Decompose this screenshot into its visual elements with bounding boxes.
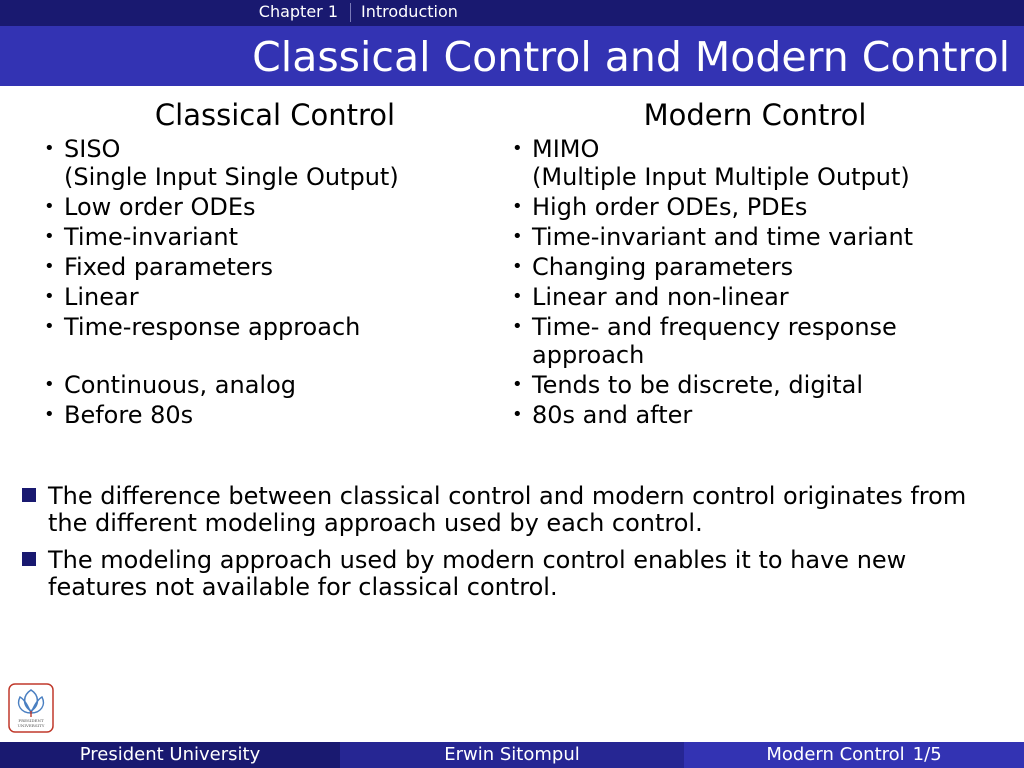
- bullet-icon: •: [512, 138, 523, 159]
- classical-list: [44, 135, 504, 429]
- list-item-text: 80s and after: [532, 401, 693, 429]
- list-item: [512, 283, 1012, 311]
- square-bullet-icon: [22, 488, 36, 502]
- notes-list: [20, 483, 1010, 611]
- list-item: [44, 253, 504, 281]
- classical-heading: Classical Control: [154, 98, 396, 132]
- bullet-icon: •: [512, 226, 523, 247]
- bullet-icon: •: [44, 374, 55, 395]
- list-item-text: Linear: [64, 283, 139, 311]
- bullet-icon: •: [512, 256, 523, 277]
- list-item: [512, 401, 1012, 429]
- list-item: [512, 193, 1012, 221]
- modern-heading: Modern Control: [643, 98, 867, 132]
- list-item-text: Time-response approach: [64, 313, 361, 341]
- footer-author-text: Erwin Sitompul: [444, 744, 580, 765]
- bullet-icon: •: [44, 138, 55, 159]
- nav-section[interactable]: [0, 0, 344, 26]
- list-item-text: Before 80s: [64, 401, 194, 429]
- bullet-icon: •: [512, 196, 523, 217]
- university-logo: [8, 683, 54, 733]
- university-logo-icon: [8, 683, 54, 733]
- list-item-subtext: approach: [532, 341, 645, 369]
- list-item-text: Fixed parameters: [64, 253, 274, 281]
- slide-title: Classical Control and Modern Control: [252, 33, 1010, 81]
- bullet-icon: •: [44, 286, 55, 307]
- nav-subsection[interactable]: [361, 0, 458, 24]
- top-navigation-bar: [0, 0, 1024, 26]
- list-item: [512, 371, 1012, 399]
- footer-bar: [0, 742, 1024, 768]
- classical-column: [44, 95, 504, 431]
- list-item-text: Tends to be discrete, digital: [532, 371, 864, 399]
- list-item: [44, 223, 504, 251]
- bullet-icon: •: [44, 196, 55, 217]
- list-item: [44, 401, 504, 429]
- note-text: The difference between classical control and modern control originates from the different modeling approach used by each control.: [48, 482, 967, 537]
- title-bar: [0, 26, 1024, 86]
- bullet-icon: •: [44, 256, 55, 277]
- list-item: [44, 135, 504, 191]
- list-item: [512, 253, 1012, 281]
- svg-text:PRESIDENT: PRESIDENT: [18, 718, 44, 723]
- list-item: [44, 283, 504, 311]
- footer-page-number: 1/5: [912, 744, 942, 765]
- bullet-icon: •: [512, 286, 523, 307]
- svg-text:UNIVERSITY: UNIVERSITY: [17, 723, 45, 728]
- list-item-text: Time- and frequency response: [532, 313, 897, 341]
- note-text: The modeling approach used by modern control enables it to have new features not available for classical control.: [48, 546, 907, 601]
- list-item: [512, 313, 1012, 369]
- bullet-icon: •: [44, 316, 55, 337]
- bullet-icon: •: [512, 374, 523, 395]
- modern-list: [512, 135, 1012, 429]
- list-item-subtext: (Single Input Single Output): [64, 163, 399, 191]
- list-item-text: Low order ODEs: [64, 193, 256, 221]
- footer-course: [684, 742, 1024, 768]
- list-item: [44, 193, 504, 221]
- square-bullet-icon: [22, 552, 36, 566]
- nav-subsection-label[interactable]: Introduction: [361, 2, 458, 21]
- list-item-text: Changing parameters: [532, 253, 794, 281]
- bullet-icon: •: [512, 316, 523, 337]
- footer-course-text: Modern Control: [766, 744, 905, 765]
- nav-divider: [350, 3, 351, 22]
- list-item-text: MIMO: [532, 135, 600, 163]
- list-item-text: Time-invariant and time variant: [532, 223, 914, 251]
- footer-author: [340, 742, 684, 768]
- note-item: [20, 547, 1010, 601]
- list-item-subtext: (Multiple Input Multiple Output): [532, 163, 910, 191]
- footer-institution-text: President University: [79, 744, 261, 765]
- list-item-text: Continuous, analog: [64, 371, 297, 399]
- bullet-icon: •: [44, 404, 55, 425]
- list-item-text: Linear and non-linear: [532, 283, 789, 311]
- bullet-icon: •: [512, 404, 523, 425]
- list-item: [512, 223, 1012, 251]
- list-item-text: High order ODEs, PDEs: [532, 193, 808, 221]
- modern-column: [512, 95, 1012, 431]
- note-item: [20, 483, 1010, 537]
- list-item: [512, 135, 1012, 191]
- bullet-icon: •: [44, 226, 55, 247]
- list-item-text: Time-invariant: [64, 223, 239, 251]
- list-item: [44, 313, 504, 341]
- list-item: [44, 371, 504, 399]
- nav-section-label[interactable]: Chapter 1: [258, 2, 338, 21]
- list-item-text: SISO: [64, 135, 121, 163]
- footer-institution: [0, 742, 340, 768]
